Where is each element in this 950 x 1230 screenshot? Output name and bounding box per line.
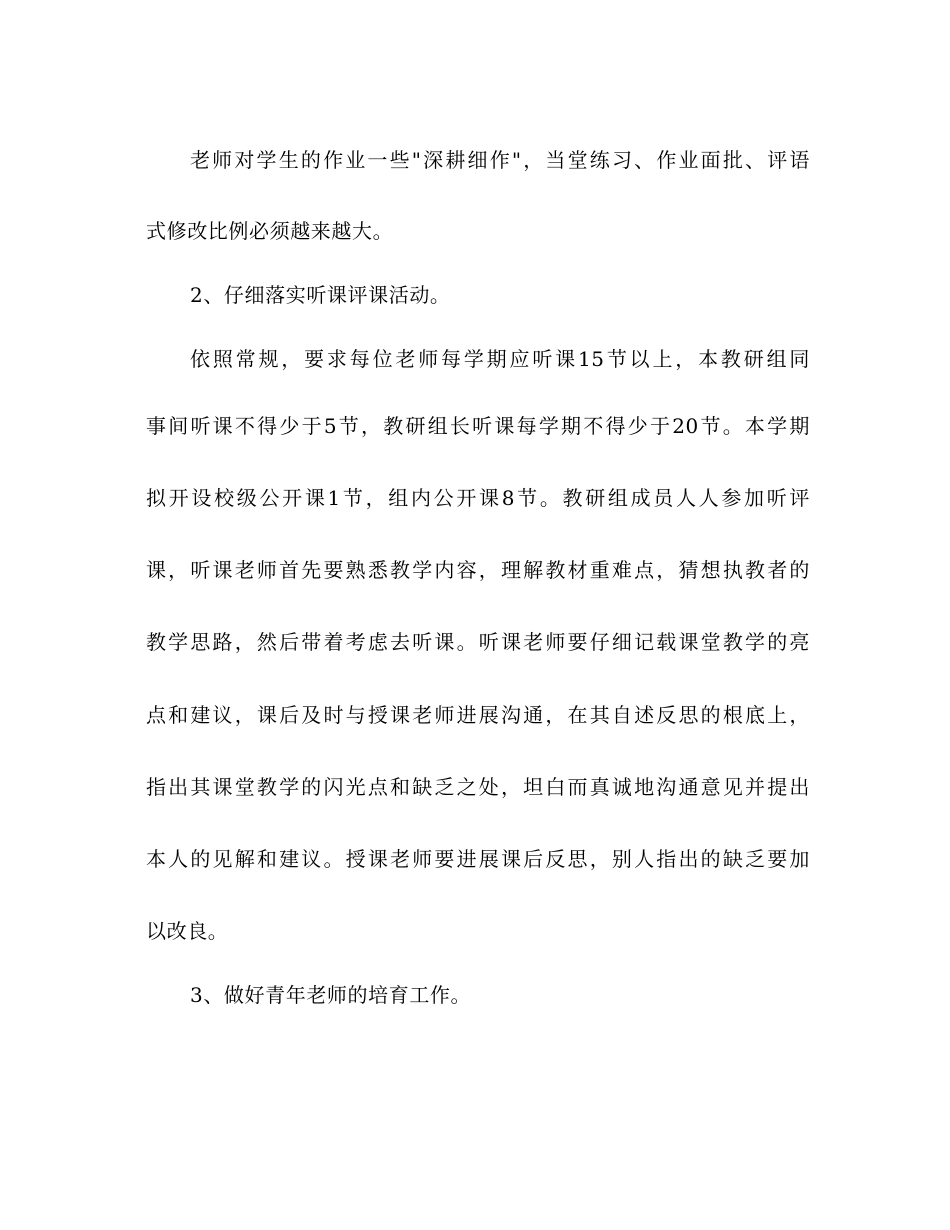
paragraph-line-3: 依照常规，要求每位老师每学期应听课15节以上，本教研组同 <box>190 347 810 371</box>
section-heading-3: 3、做好青年老师的培育工作。 <box>190 983 472 1007</box>
paragraph-line-2: 式修改比例必须越来越大。 <box>146 219 394 243</box>
paragraph-line-6: 课，听课老师首先要熟悉教学内容，理解教材重难点，猜想执教者的 <box>146 558 810 582</box>
paragraph-line-11: 以改良。 <box>146 919 229 943</box>
paragraph-line-9: 指出其课堂教学的闪光点和缺乏之处，坦白而真诚地沟通意见并提出 <box>146 775 810 799</box>
paragraph-line-7: 教学思路，然后带着考虑去听课。听课老师要仔细记载课堂教学的亮 <box>146 630 810 654</box>
paragraph-line-4: 事间听课不得少于5节，教研组长听课每学期不得少于20节。本学期 <box>146 414 810 438</box>
section-heading-2: 2、仔细落实听课评课活动。 <box>190 283 451 307</box>
paragraph-line-5: 拟开设校级公开课1节，组内公开课8节。教研组成员人人参加听评 <box>146 486 810 510</box>
paragraph-line-10: 本人的见解和建议。授课老师要进展课后反思，别人指出的缺乏要加 <box>146 847 810 871</box>
paragraph-line-1: 老师对学生的作业一些"深耕细作"，当堂练习、作业面批、评语 <box>190 148 810 172</box>
paragraph-line-8: 点和建议，课后及时与授课老师进展沟通，在其自述反思的根底上， <box>146 703 810 727</box>
